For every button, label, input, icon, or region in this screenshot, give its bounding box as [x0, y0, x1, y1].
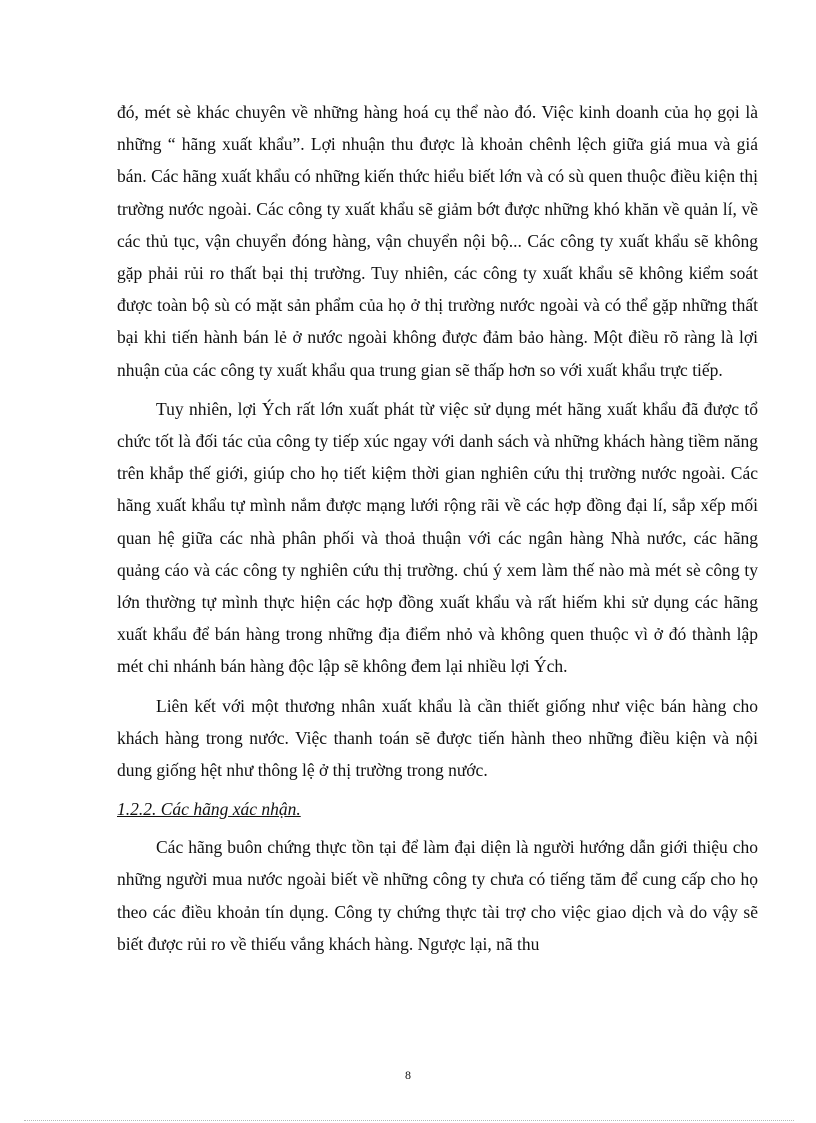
paragraph-confirming-houses: Các hãng buôn chứng thực tồn tại để làm đại diện là người hướng dẫn giới thiệu cho những người mua nước ngoài biết về những công ty chưa có tiếng tăm để cung cấp cho họ theo các điều khoản tín dụng. Công ty chứng thực tài trợ cho việc giao dịch và do vậy sẽ biết được rủi ro về thiếu vắng khách hàng. Ngược lại, nã thu: [117, 837, 758, 954]
paragraph-domestic-trader: Liên kết với một thương nhân xuất khẩu là cần thiết giống như việc bán hàng cho khách hàng trong nước. Việc thanh toán sẽ được tiến hành theo những điều kiện và nội dung giống hệt như thông lệ ở thị trường trong nước.: [117, 695, 758, 781]
footer-divider: [24, 1120, 794, 1121]
page-body: [117, 96, 758, 967]
section-heading: 1.2.2. Các hãng xác nhận.: [117, 799, 301, 820]
paragraph-continued: đó, mét sè khác chuyên về những hàng hoá cụ thể nào đó. Việc kinh doanh của họ gọi là những “ hãng xuất khẩu”. Lợi nhuận thu được là khoản chênh lệch giữa giá mua và giá bán. Các hãng xuất khẩu có những kiến thức hiểu biết lớn và có sù quen thuộc điều kiện thị trường nước ngoài. Các công ty xuất khẩu sẽ giảm bớt được những khó khăn về quản lí, về các thủ tục, vận chuyển đóng hàng, vận chuyển nội bộ... Các công ty xuất khẩu sẽ không gặp phải rủi ro thất bại thị trường. Tuy nhiên, các công ty xuất khẩu sẽ không kiểm soát được toàn bộ sù có mặt sản phẩm của họ ở thị trường nước ngoài và có thể gặp những thất bại khi tiến hành bán lẻ ở nước ngoài không được đảm bảo hàng. Một điều rõ ràng là lợi nhuận của các công ty xuất khẩu qua trung gian sẽ thấp hơn so với xuất khẩu trực tiếp.: [117, 102, 758, 380]
paragraph-benefits: Tuy nhiên, lợi Ých rất lớn xuất phát từ việc sử dụng mét hãng xuất khẩu đã được tổ chức tốt là đối tác của công ty tiếp xúc ngay với danh sách và những khách hàng tiềm năng trên khắp thế giới, giúp cho họ tiết kiệm thời gian nghiên cứu thị trường nước ngoài. Các hãng xuất khẩu tự mình nắm được mạng lưới rộng rãi về các hợp đồng đại lí, sắp xếp mối quan hệ giữa các nhà phân phối và thoả thuận với các ngân hàng Nhà nước, các hãng quảng cáo và các công ty nghiên cứu thị trường. chú ý xem làm thế nào mà mét sè công ty lớn thường tự mình thực hiện các hợp đồng xuất khẩu và rất hiếm khi sử dụng các hãng xuất khẩu để bán hàng trong những địa điểm nhỏ và không quen thuộc vì ở đó thành lập mét chi nhánh bán hàng độc lập sẽ không đem lại nhiều lợi Ých.: [117, 398, 758, 677]
page-number: 8: [405, 1068, 411, 1082]
